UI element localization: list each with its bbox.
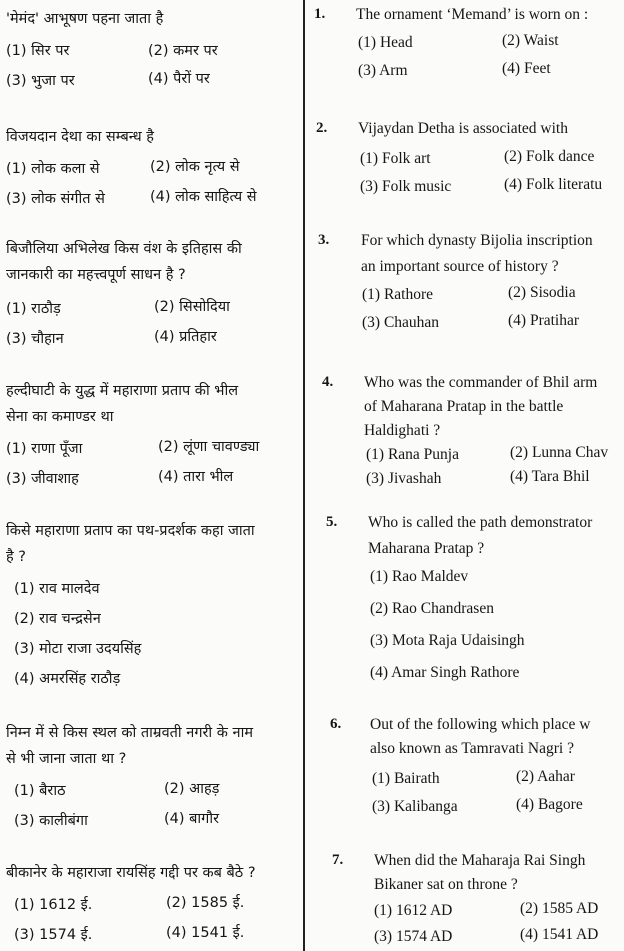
option-4: (4) Tara Bhil (510, 468, 590, 485)
question-text-line-1: When did the Maharaja Rai Singh (374, 852, 586, 869)
option-4: (4) पैरों पर (148, 71, 210, 87)
option-4: (4) 1541 AD (520, 926, 599, 943)
option-2: (2) Rao Chandrasen (370, 600, 494, 617)
option-3: (3) मोटा राजा उदयसिंह (14, 641, 142, 657)
option-4: (4) Bagore (516, 796, 583, 813)
option-4: (4) लोक साहित्य से (150, 189, 257, 205)
option-4: (4) प्रतिहार (154, 329, 217, 345)
option-2: (2) 1585 AD (520, 900, 599, 917)
option-4: (4) Folk literatu (504, 176, 603, 193)
option-2: (2) Waist (502, 32, 559, 49)
question-text-line-2: Maharana Pratap ? (368, 540, 485, 557)
option-3: (3) 1574 ई. (14, 927, 93, 943)
question-text-line-2: सेना का कमाण्डर था (6, 409, 114, 425)
question-number: 1. (314, 6, 326, 22)
option-2: (2) Sisodia (508, 284, 576, 301)
question-text-line-1: Out of the following which place w (370, 716, 591, 733)
option-3: (3) कालीबंगा (14, 813, 88, 829)
question-text-line-1: बिजौलिया अभिलेख किस वंश के इतिहास की (6, 241, 242, 257)
option-1: (1) Bairath (372, 770, 440, 787)
option-1: (1) राव मालदेव (14, 581, 100, 597)
option-1: (1) राठौड़ (6, 301, 61, 317)
option-4: (4) तारा भील (158, 469, 234, 485)
question-text: बीकानेर के महाराजा रायसिंह गद्दी पर कब बैठे ? (6, 865, 256, 881)
question-text: Vijaydan Detha is associated with (358, 120, 568, 137)
option-1: (1) Rana Punja (366, 446, 459, 463)
option-4: (4) Amar Singh Rathore (370, 664, 520, 681)
option-3: (3) लोक संगीत से (6, 191, 105, 207)
question-number: 7. (332, 852, 344, 868)
option-3: (3) Jivashah (366, 470, 442, 487)
option-1: (1) राणा पूँजा (6, 441, 83, 457)
option-2: (2) 1585 ई. (166, 895, 245, 911)
question-text-line-3: Haldighati ? (364, 422, 441, 439)
question-text-line-2: है ? (6, 549, 27, 565)
option-3: (3) जीवाशाह (6, 471, 79, 487)
question-text-line-1: किसे महाराणा प्रताप का पथ-प्रदर्शक कहा जाता (6, 523, 255, 539)
option-2: (2) आहड़ (164, 781, 220, 797)
question-text-line-1: Who was the commander of Bhil arm (364, 374, 598, 391)
option-4: (4) बागौर (164, 811, 220, 827)
option-1: (1) 1612 AD (374, 902, 453, 919)
option-3: (3) भुजा पर (6, 73, 75, 89)
question-text: विजयदान देथा का सम्बन्ध है (6, 129, 154, 145)
option-2: (2) राव चन्द्रसेन (14, 611, 101, 627)
option-2: (2) Aahar (516, 768, 575, 785)
question-text-line-1: Who is called the path demonstrator (368, 514, 593, 531)
question-text-line-2: जानकारी का महत्त्वपूर्ण साधन है ? (6, 267, 186, 283)
question-text-line-2: also known as Tamravati Nagri ? (370, 740, 574, 757)
option-1: (1) बैराठ (14, 783, 66, 799)
option-3: (3) Kalibanga (372, 798, 458, 815)
option-1: (1) लोक कला से (6, 161, 100, 177)
option-1: (1) Folk art (360, 150, 431, 167)
option-4: (4) Pratihar (508, 312, 580, 329)
question-text-line-1: For which dynasty Bijolia inscription (361, 232, 593, 249)
option-1: (1) 1612 ई. (14, 897, 93, 913)
question-text: The ornament ‘Memand’ is worn on : (356, 6, 589, 23)
option-4: (4) Feet (502, 60, 551, 77)
question-number: 5. (326, 514, 338, 530)
option-1: (1) सिर पर (6, 43, 70, 59)
option-3: (3) 1574 AD (374, 928, 453, 945)
question-number: 3. (318, 232, 330, 248)
question-text-line-2: से भी जाना जाता था ? (6, 751, 127, 767)
option-4: (4) अमरसिंह राठौड़ (14, 671, 121, 687)
option-1: (1) Rao Maldev (370, 568, 469, 585)
option-3: (3) Folk music (360, 178, 452, 195)
option-3: (3) चौहान (6, 331, 64, 347)
question-text-line-1: निम्न में से किस स्थल को ताम्रवती नगरी के नाम (6, 725, 254, 741)
question-number: 4. (322, 374, 334, 390)
option-2: (2) लूंणा चावण्ड्या (158, 439, 260, 455)
option-2: (2) Folk dance (504, 148, 595, 165)
option-2: (2) Lunna Chav (510, 444, 609, 461)
option-3: (3) Chauhan (362, 314, 440, 331)
question-text: 'मेमंद' आभूषण पहना जाता है (6, 11, 164, 27)
question-text-line-1: हल्दीघाटी के युद्ध में महाराणा प्रताप की भील (6, 383, 239, 399)
option-3: (3) Arm (358, 62, 408, 79)
option-2: (2) सिसोदिया (154, 299, 230, 315)
question-text-line-2: an important source of history ? (361, 258, 559, 275)
option-2: (2) लोक नृत्य से (150, 159, 240, 175)
question-text-line-2: of Maharana Pratap in the battle (364, 398, 564, 415)
option-4: (4) 1541 ई. (166, 925, 245, 941)
option-3: (3) Mota Raja Udaisingh (370, 632, 525, 649)
option-1: (1) Rathore (362, 286, 434, 303)
question-number: 2. (316, 120, 328, 136)
option-2: (2) कमर पर (148, 43, 218, 59)
question-text-line-2: Bikaner sat on throne ? (374, 876, 518, 893)
option-1: (1) Head (358, 34, 413, 51)
column-divider (303, 0, 305, 951)
question-number: 6. (330, 716, 342, 732)
